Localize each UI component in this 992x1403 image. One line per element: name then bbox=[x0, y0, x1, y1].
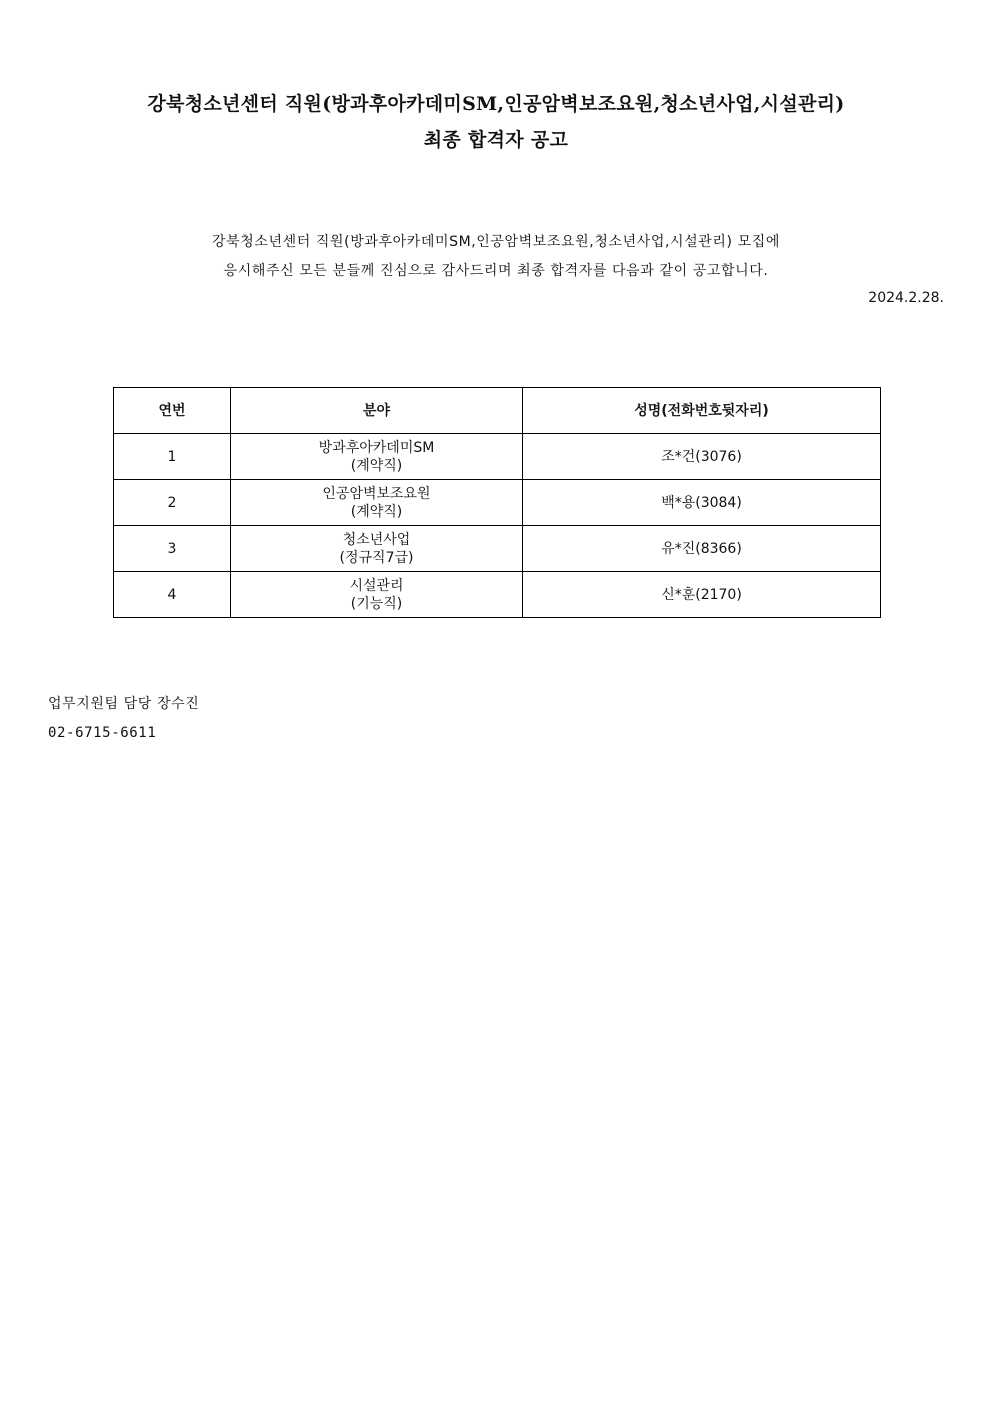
contact-person: 업무지원팀 담당 장수진 bbox=[48, 696, 200, 712]
row-field bbox=[231, 480, 523, 526]
row-no: 4 bbox=[114, 572, 231, 618]
intro-paragraph bbox=[0, 228, 992, 286]
notice-title bbox=[0, 86, 992, 158]
employment-type: (계약직) bbox=[350, 503, 403, 520]
employment-type: (기능직) bbox=[350, 595, 403, 612]
title-line-2: 최종 합격자 공고 bbox=[423, 129, 569, 151]
contact-phone: 02-6715-6611 bbox=[48, 725, 157, 741]
table-row bbox=[114, 526, 881, 572]
notice-date: 2024.2.28. bbox=[868, 290, 944, 306]
row-no: 2 bbox=[114, 480, 231, 526]
table-row bbox=[114, 434, 881, 480]
row-name: 백*용(3084) bbox=[523, 480, 881, 526]
row-field bbox=[231, 434, 523, 480]
field-name: 시설관리 bbox=[349, 577, 404, 594]
table-row bbox=[114, 480, 881, 526]
title-line-1: 강북청소년센터 직원(방과후아카데미SM,인공암벽보조요원,청소년사업,시설관리) bbox=[147, 93, 845, 115]
field-name: 인공암벽보조요원 bbox=[322, 485, 431, 502]
table-header-row bbox=[114, 388, 881, 434]
row-no: 1 bbox=[114, 434, 231, 480]
intro-line-1: 강북청소년센터 직원(방과후아카데미SM,인공암벽보조요원,청소년사업,시설관리) 모집에 bbox=[211, 234, 780, 250]
row-name: 신*훈(2170) bbox=[523, 572, 881, 618]
row-name: 조*건(3076) bbox=[523, 434, 881, 480]
field-name: 방과후아카데미SM bbox=[318, 439, 435, 456]
row-no: 3 bbox=[114, 526, 231, 572]
row-name: 유*진(8366) bbox=[523, 526, 881, 572]
header-field: 분야 bbox=[231, 388, 523, 434]
header-name: 성명(전화번호뒷자리) bbox=[523, 388, 881, 434]
row-field bbox=[231, 526, 523, 572]
table-row bbox=[114, 572, 881, 618]
header-no: 연번 bbox=[114, 388, 231, 434]
intro-line-2: 응시해주신 모든 분들께 진심으로 감사드리며 최종 합격자를 다음과 같이 공고합니다. bbox=[223, 263, 769, 279]
field-name: 청소년사업 bbox=[342, 531, 411, 548]
contact-info bbox=[48, 690, 199, 748]
employment-type: (계약직) bbox=[350, 457, 403, 474]
row-field bbox=[231, 572, 523, 618]
employment-type: (정규직7급) bbox=[339, 549, 414, 566]
results-table bbox=[113, 387, 881, 618]
